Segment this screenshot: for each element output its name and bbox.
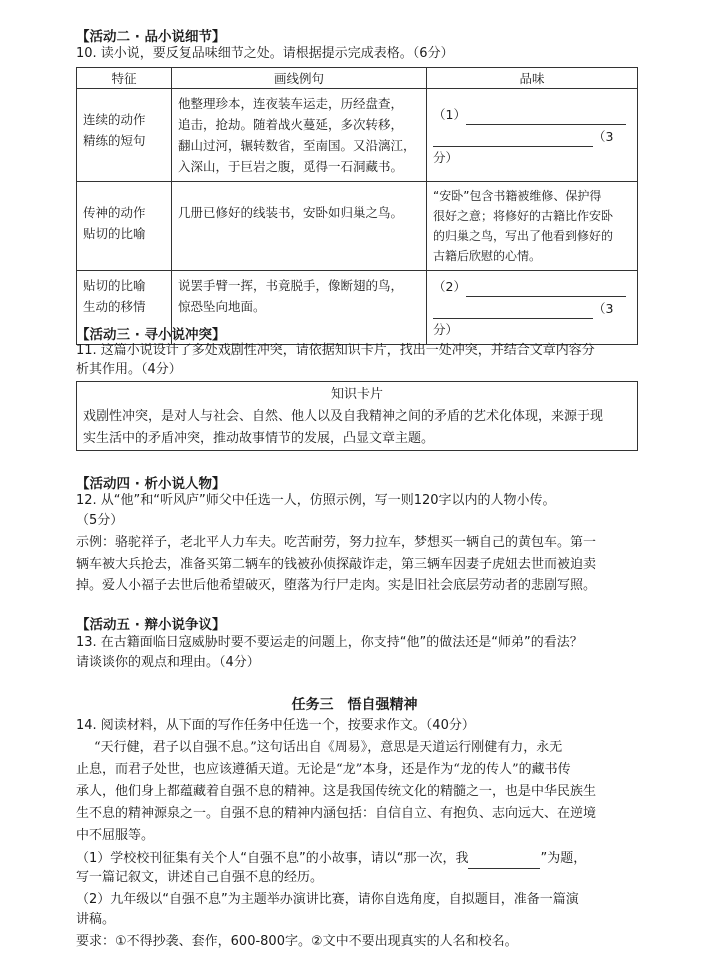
answer-line: 的归巢之鸟，写出了他看到修好的 [433, 229, 614, 243]
example-text-line: 辆车被大兵抢去，准备买第二辆车的钱被孙侦探敲诈走，第三辆车因妻子虎妞去世而被迫卖 [76, 557, 597, 572]
answer-label: （2） [433, 279, 466, 294]
example-cell [172, 182, 427, 271]
table-header-feature: 特征 [77, 68, 172, 89]
question-13-line: 请谈谈你的观点和理由。（4分） [76, 655, 260, 670]
table-header-example: 画线例句 [172, 68, 427, 89]
question-12-line: 12. 从“他”和“听风庐”师父中任选一人，仿照示例，写一则120字以内的人物小传。 [76, 493, 556, 508]
writing-option-2-line: 讲稿。 [76, 912, 116, 927]
example-line: 几册已修好的线装书，安卧如归巢之鸟。 [178, 205, 404, 220]
table-header-row [77, 68, 638, 89]
table-row [77, 89, 638, 182]
table-header-appreciation: 品味 [427, 68, 638, 89]
material-line: 承人，他们身上都蕴藏着自强不息的精神。这是我国传统文化的精髓之一，也是中华民族生 [76, 784, 597, 799]
example-line: 追击，抢劫。随着战火蔓延，多次转移， [178, 117, 404, 132]
writing-option-2-line: （2）九年级以“自强不息”为主题举办演讲比赛，请你自选角度，自拟题目，准备一篇演 [76, 892, 579, 907]
material-line: 中不屈服等。 [76, 828, 155, 843]
answer-cell-2 [427, 271, 638, 345]
answer-line: 古籍后欣慰的心情。 [433, 249, 542, 263]
card-body-line: 戏剧性冲突，是对人与社会、自然、他人以及自我精神之间的矛盾的艺术化体现，来源于现 [83, 409, 604, 424]
option1-text: ”为题， [540, 851, 587, 866]
material-line: 止息，而君子处世，也应该遵循天道。无论是“龙”本身，还是作为“龙的传人”的藏书传 [76, 762, 571, 777]
option1-text: （1）学校校刊征集有关个人“自强不息”的小故事，请以“那一次，我 [76, 851, 469, 866]
feature-line: 连续的动作 [83, 112, 146, 127]
example-cell [172, 89, 427, 182]
answer-blank[interactable] [433, 297, 593, 319]
detail-table [76, 67, 638, 345]
answer-line: “安卧”包含书籍被维修、保护得 [433, 189, 602, 203]
example-line: 入深山，于巨岩之腹，觅得一石洞藏书。 [178, 159, 404, 174]
material-line: “天行健，君子以自强不息。”这句话出自《周易》，意思是天道运行刚健有力，永无 [94, 740, 563, 755]
writing-option-1-cont: 写一篇记叙文，讲述自己自强不息的经历。 [76, 870, 324, 885]
feature-line: 传神的动作 [83, 205, 146, 220]
activity4-header: 【活动四 · 析小说人物】 [76, 476, 226, 492]
material-line: 生不息的精神源泉之一。自强不息的精神内涵包括：自信自立、有抱负、志向远大、在逆境 [76, 806, 597, 821]
answer-cell-1 [427, 89, 638, 182]
activity5-header: 【活动五 · 辩小说争议】 [76, 617, 226, 633]
feature-line: 生动的移情 [83, 299, 146, 314]
example-text-line: 示例：骆驼祥子，老北平人力车夫。吃苦耐劳，努力拉车，梦想买一辆自己的黄包车。第一 [76, 535, 597, 550]
answer-blank[interactable] [466, 103, 626, 125]
answer-blank[interactable] [433, 125, 593, 147]
example-line: 翻山过河，辗转数省，至南国。又沿漓江， [178, 138, 416, 153]
answer-cell-model [427, 182, 638, 271]
activity2-header: 【活动二 · 品小说细节】 [76, 29, 226, 45]
question-12-line: （5分） [76, 513, 124, 528]
answer-blank[interactable] [466, 275, 626, 297]
example-line: 说罢手臂一挥，书竟脱手，像断翅的鸟， [178, 278, 404, 293]
feature-line: 贴切的比喻 [83, 226, 146, 241]
writing-option-1 [76, 848, 586, 869]
score-label: （3分） [433, 301, 614, 337]
answer-line: 很好之意；将修好的古籍比作安卧 [433, 209, 614, 223]
table-row [77, 182, 638, 271]
example-line: 他整理珍本，连夜装车运走，历经盘查， [178, 96, 404, 111]
feature-cell [77, 89, 172, 182]
question-14: 14. 阅读材料，从下面的写作任务中任选一个，按要求作文。（40分） [76, 718, 475, 733]
example-line: 惊恐坠向地面。 [178, 299, 266, 314]
task3-title: 任务三 悟自强精神 [291, 697, 418, 713]
question-11-line: 析其作用。（4分） [76, 362, 182, 377]
score-label: （3分） [433, 129, 614, 165]
title-blank[interactable] [468, 848, 540, 869]
example-text-line: 掉。爱人小福子去世后他希望破灭，堕落为行尸走肉。实是旧社会底层劳动者的悲剧写照。 [76, 578, 597, 593]
question-11-line: 11. 这篇小说设计了多处戏剧性冲突，请依据知识卡片，找出一处冲突，并结合文章内容分 [76, 343, 595, 358]
question-10: 10. 读小说，要反复品味细节之处。请根据提示完成表格。（6分） [76, 46, 454, 61]
answer-label: （1） [433, 107, 466, 122]
writing-requirement: 要求：①不得抄袭、套作，600-800字。②文中不要出现真实的人名和校名。 [76, 934, 518, 949]
feature-line: 精练的短句 [83, 133, 146, 148]
card-body-line: 实生活中的矛盾冲突，推动故事情节的发展，凸显文章主题。 [83, 431, 435, 446]
question-13-line: 13. 在古籍面临日寇威胁时要不要运走的问题上，你支持“他”的做法还是“师弟”的看法？ [76, 635, 583, 650]
feature-cell [77, 182, 172, 271]
activity3-header: 【活动三 · 寻小说冲突】 [76, 327, 226, 343]
knowledge-card [76, 381, 638, 451]
feature-line: 贴切的比喻 [83, 278, 146, 293]
card-title: 知识卡片 [330, 387, 383, 402]
